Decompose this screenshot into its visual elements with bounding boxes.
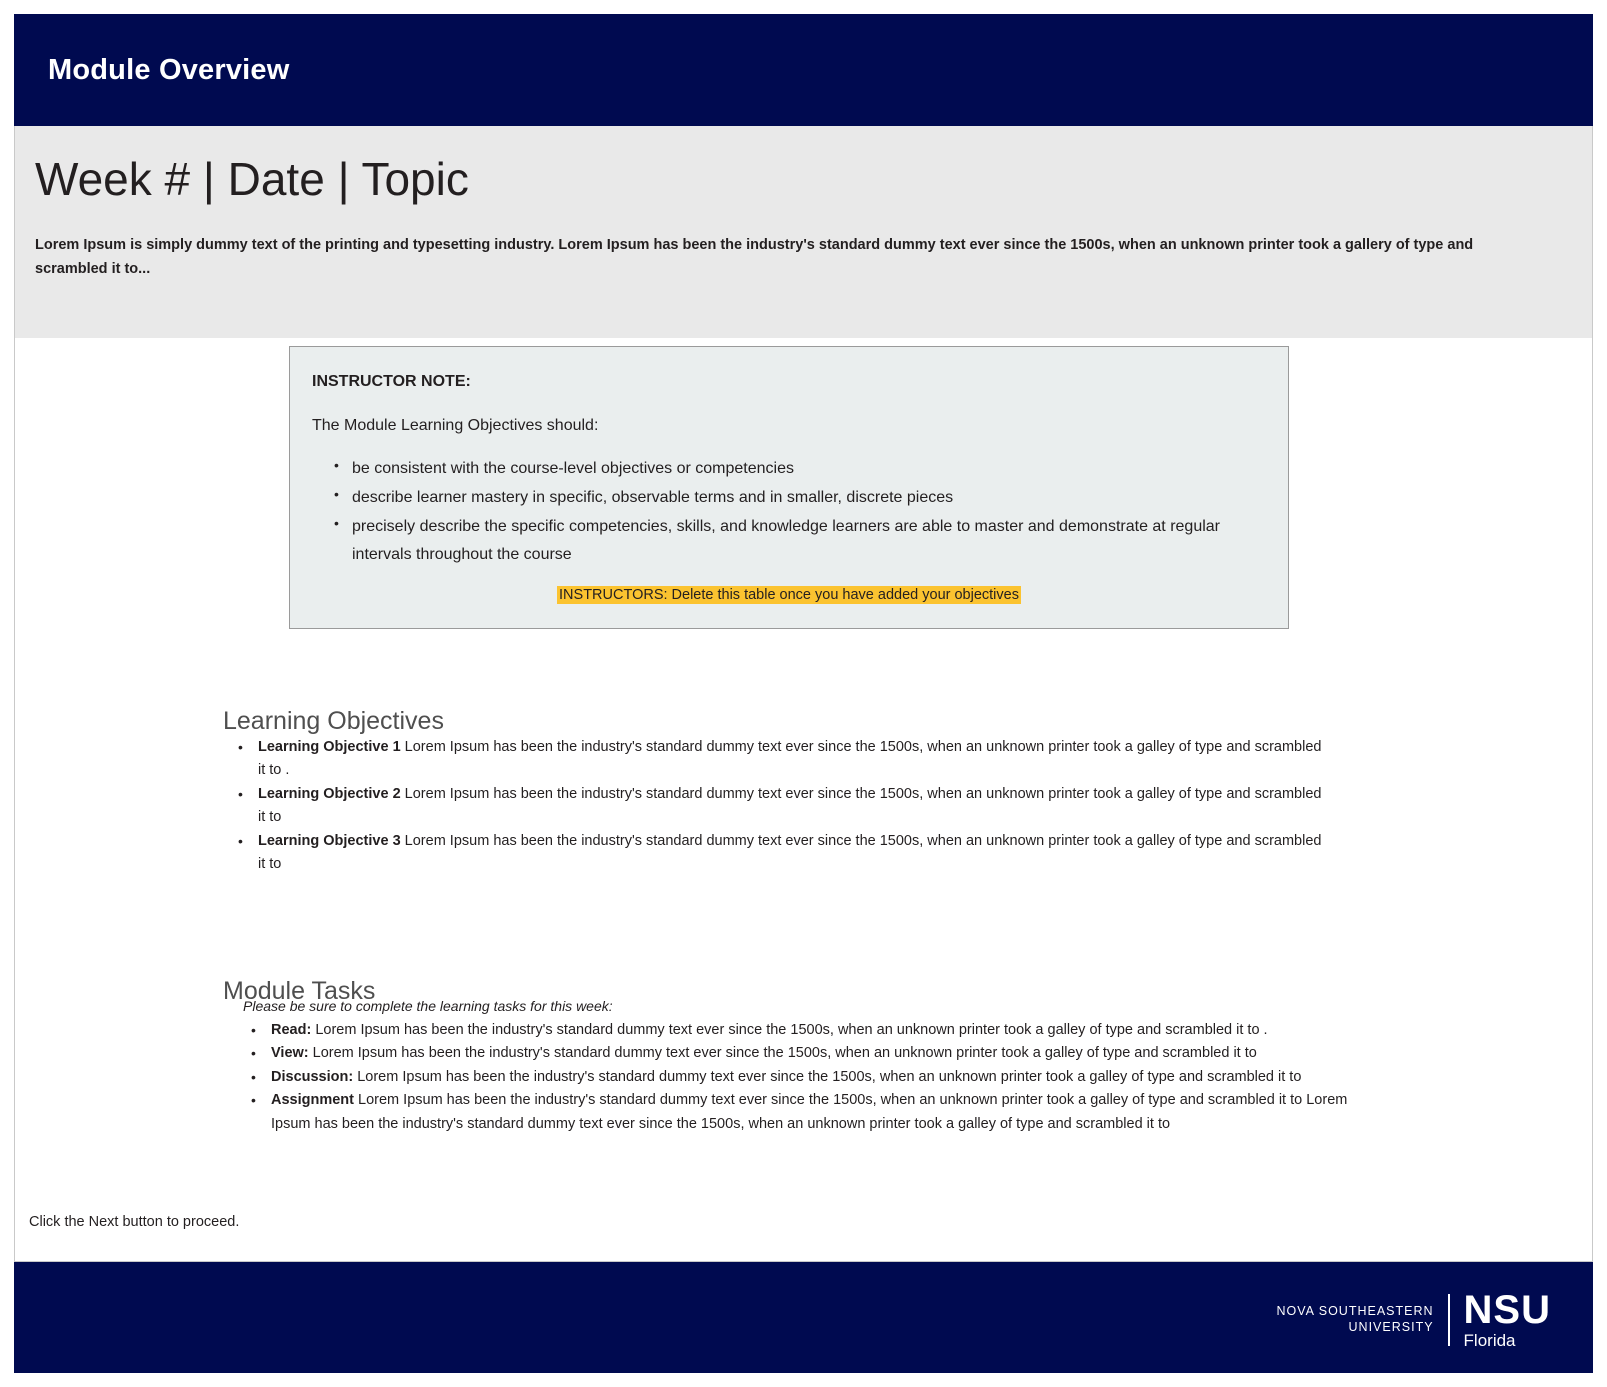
content-frame bbox=[14, 126, 1593, 1262]
module-tasks-intro: Please be sure to complete the learning tasks for this week: bbox=[243, 998, 613, 1014]
list-item bbox=[230, 783, 1330, 830]
objective-text: Lorem Ipsum has been the industry's standard dummy text ever since the 1500s, when an unknown printer took a galley of type and scrambled it to bbox=[258, 785, 1322, 826]
objective-text: Lorem Ipsum has been the industry's standard dummy text ever since the 1500s, when an unknown printer took a galley of type and scrambled it to bbox=[258, 832, 1322, 873]
objective-label: Learning Objective 1 bbox=[258, 739, 401, 755]
list-item: • describe learner mastery in specific, observable terms and in smaller, discrete pieces bbox=[334, 484, 1266, 511]
learning-objectives-heading: Learning Objectives bbox=[223, 706, 444, 735]
hero-subtitle: Lorem Ipsum is simply dummy text of the printing and typesetting industry. Lorem Ipsum has been the industry's standard dummy text ever since the 1500s, when an unknown printer took a gallery of type and scrambled it to... bbox=[35, 237, 1474, 277]
header-bar bbox=[14, 14, 1593, 126]
list-item bbox=[243, 1019, 1348, 1042]
logo-line-2: UNIVERSITY bbox=[1348, 1319, 1434, 1334]
task-label: Read: bbox=[271, 1022, 312, 1038]
task-text: Lorem Ipsum has been the industry's standard dummy text ever since the 1500s, when an unknown printer took a galley of type and scrambled it to . bbox=[315, 1022, 1268, 1038]
hero-title: Week # | Date | Topic bbox=[35, 153, 469, 205]
list-item: • be consistent with the course-level objectives or competencies bbox=[334, 455, 1266, 482]
task-label: Discussion: bbox=[271, 1068, 354, 1085]
list-item bbox=[230, 736, 1330, 783]
objective-label: Learning Objective 2 bbox=[258, 785, 401, 802]
objective-text: Lorem Ipsum has been the industry's standard dummy text ever since the 1500s, when an unknown printer took a galley of type and scrambled it to . bbox=[258, 739, 1322, 779]
list-item bbox=[230, 830, 1330, 877]
list-item bbox=[243, 1089, 1348, 1136]
list-item bbox=[243, 1066, 1348, 1089]
proceed-instruction: Click the Next button to proceed. bbox=[29, 1214, 240, 1230]
task-text: Lorem Ipsum has been the industry's standard dummy text ever since the 1500s, when an unknown printer took a galley of type and scrambled it to bbox=[312, 1045, 1257, 1062]
logo-subtext: Florida bbox=[1463, 1331, 1516, 1350]
page-title: Module Overview bbox=[48, 54, 290, 86]
module-tasks-list bbox=[243, 1019, 1348, 1136]
objective-label: Learning Objective 3 bbox=[258, 832, 401, 849]
list-item bbox=[243, 1042, 1348, 1065]
logo-mark-block bbox=[1450, 1290, 1551, 1349]
logo-wordmark bbox=[1276, 1304, 1447, 1335]
task-label: Assignment bbox=[271, 1092, 354, 1109]
task-label: View: bbox=[271, 1045, 309, 1062]
learning-objectives-list bbox=[230, 736, 1330, 877]
footer-bar bbox=[14, 1262, 1593, 1373]
hero-band bbox=[15, 126, 1592, 338]
task-text: Lorem Ipsum has been the industry's standard dummy text ever since the 1500s, when an unknown printer took a galley of type and scrambled it to bbox=[357, 1068, 1302, 1085]
task-text: Lorem Ipsum has been the industry's standard dummy text ever since the 1500s, when an unknown printer took a galley of type and scrambled it to Lorem Ipsum has been the industry's standard dummy text ever since the 1500s, when an unknown printer took a galley of type and scrambled it to bbox=[271, 1092, 1348, 1132]
module-tasks-heading: Module Tasks bbox=[223, 976, 376, 1005]
list-item: • precisely describe the specific competencies, skills, and knowledge learners are able to master and demonstrate at regular intervals throughout the course bbox=[334, 513, 1266, 567]
instructor-note-highlight-row bbox=[312, 586, 1266, 604]
instructor-note-box bbox=[289, 346, 1289, 629]
delete-table-notice: INSTRUCTORS: Delete this table once you have added your objectives bbox=[559, 586, 1019, 603]
logo-mark: NSU bbox=[1463, 1288, 1551, 1332]
nsu-logo bbox=[1276, 1290, 1551, 1349]
instructor-note-list bbox=[312, 455, 1266, 568]
logo-line-1: NOVA SOUTHEASTERN bbox=[1276, 1303, 1434, 1318]
instructor-note-lead: The Module Learning Objectives should: bbox=[312, 417, 599, 434]
instructor-note-title: INSTRUCTOR NOTE: bbox=[312, 373, 471, 390]
